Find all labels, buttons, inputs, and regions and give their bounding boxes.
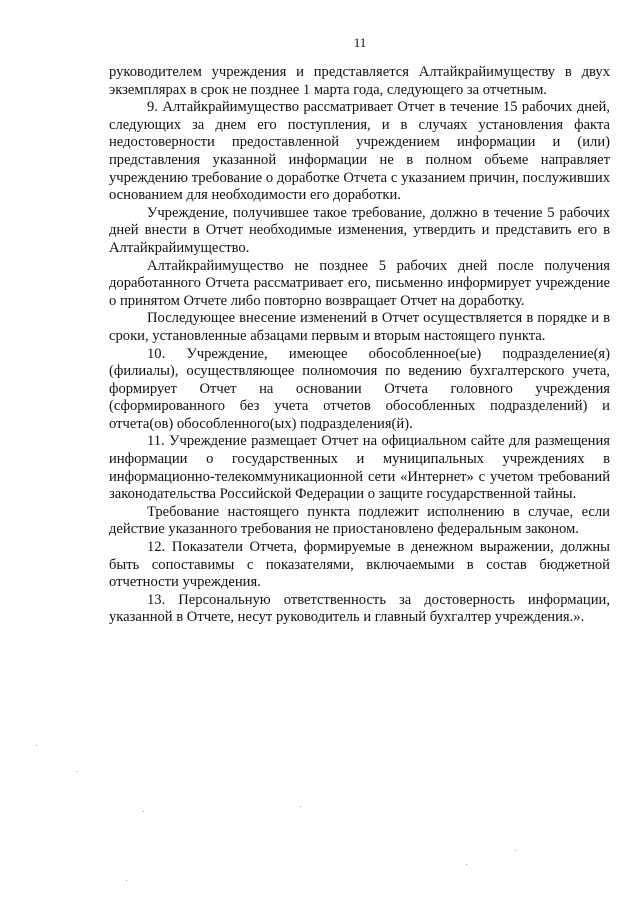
paragraph-item-11: 11. Учреждение размещает Отчет на официальном сайте для размещения информации о государственных и муниципальных учреждениях в информационно-телекоммуникационной сети «Интернет» с учетом требований законодательства Российской Федерации о защите государственной тайны. <box>109 433 610 503</box>
paragraph-subsequent-changes: Последующее внесение изменений в Отчет осуществляется в порядке и в сроки, установленные абзацами первым и вторым настоящего пункта. <box>109 310 610 344</box>
scan-speck <box>36 745 37 746</box>
scan-speck <box>515 850 516 851</box>
paragraph-item-9: 9. Алтайкрайимущество рассматривает Отчет в течение 15 рабочих дней, следующих за днем его поступления, и в случаях установления факта недостоверности предоставленной учреждением информации и (или) представления указанной информации не в полном объеме направляет учреждению требование о доработке Отчета с указанием причин, послуживших основанием для необходимости его доработки. <box>109 99 610 204</box>
document-text <box>109 64 610 627</box>
paragraph-requirement-exception: Требование настоящего пункта подлежит исполнению в случае, если действие указанного требования не приостановлено федеральным законом. <box>109 503 610 538</box>
paragraph-continuation: руководителем учреждения и представляется Алтайкрайимуществу в двух экземплярах в срок не позднее 1 марта года, следующего за отчетным. <box>109 64 610 98</box>
paragraph-item-12: 12. Показатели Отчета, формируемые в денежном выражении, должны быть сопоставимы с показателями, включаемыми в состав бюджетной отчетности учреждения. <box>109 539 610 591</box>
scan-speck <box>77 771 78 772</box>
page-number: 11 <box>353 35 367 50</box>
scan-speck <box>126 880 127 881</box>
scan-speck <box>466 864 467 865</box>
scan-speck <box>143 811 144 812</box>
scan-speck <box>300 806 301 807</box>
paragraph-review-revised: Алтайкрайимущество не позднее 5 рабочих дней после получения доработанного Отчета рассматривает его, письменно информирует учреждение о принятом Отчете либо повторно возвращает Отчет на доработку. <box>109 257 610 309</box>
paragraph-revision-requirement: Учреждение, получившее такое требование, должно в течение 5 рабочих дней внести в Отчет необходимые изменения, утвердить и представить его в Алтайкрайимущество. <box>109 204 610 256</box>
paragraph-item-10: 10. Учреждение, имеющее обособленное(ые) подразделение(я) (филиалы), осуществляющее полномочия по ведению бухгалтерского учета, формирует Отчет на основании Отчета головного учреждения (сформированного без учета отчетов обособленных подразделений) и отчета(ов) обособленного(ых) подразделения(й). <box>109 345 610 432</box>
paragraph-item-13: 13. Персональную ответственность за достоверность информации, указанной в Отчете, несут руководитель и главный бухгалтер учреждения.». <box>109 591 610 626</box>
